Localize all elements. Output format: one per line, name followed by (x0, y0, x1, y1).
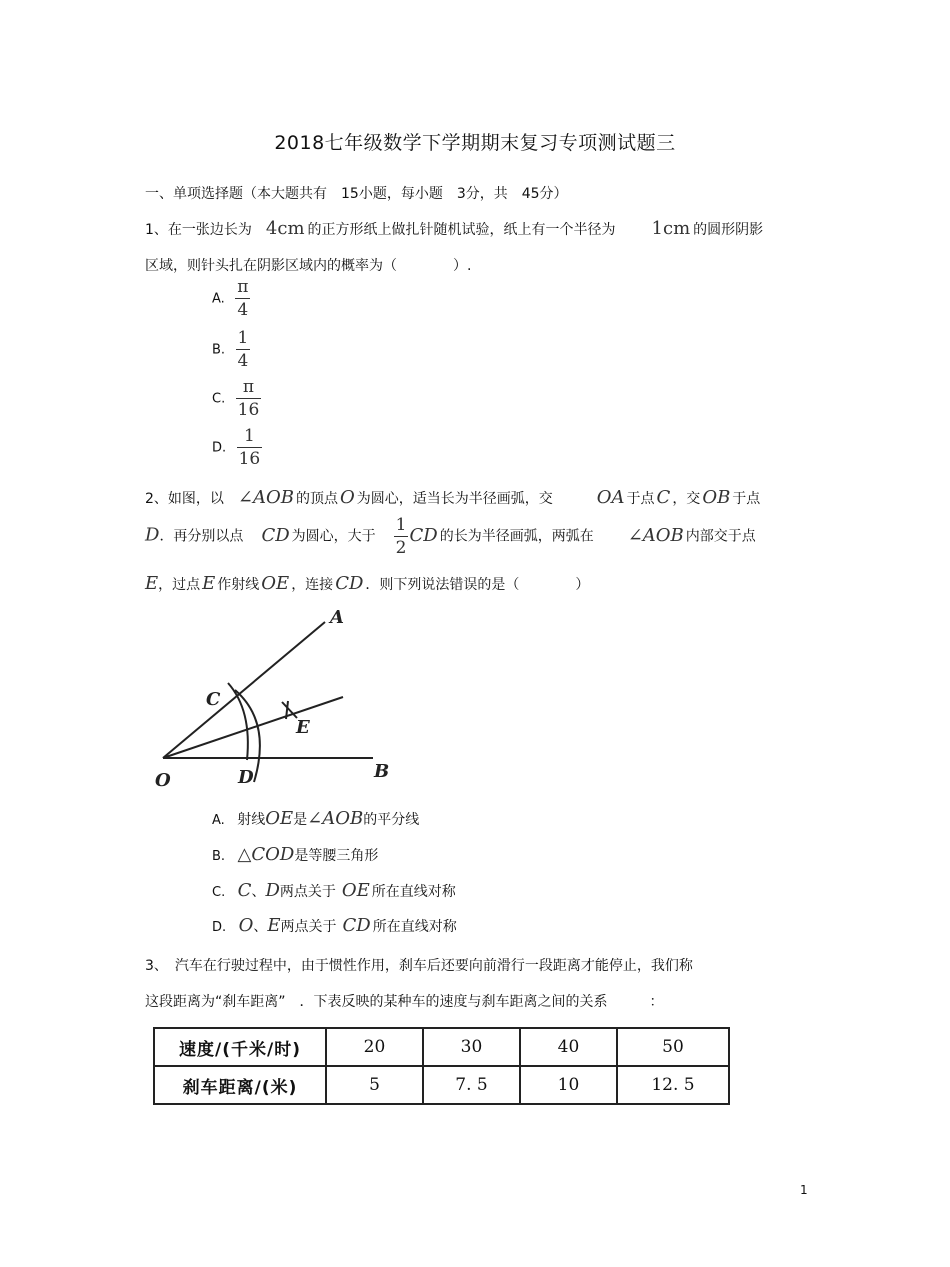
fraction (236, 376, 262, 421)
option-label: B. (212, 342, 226, 358)
q2-text: 为圆心，大于 (291, 528, 376, 545)
q2-text: ．再分别以点 (159, 528, 244, 545)
table-row (154, 1066, 729, 1104)
q2-math: ∠AOB (627, 524, 684, 546)
q2-text: 的顶点 (296, 491, 338, 507)
question-2-line-2 (145, 514, 756, 559)
option-math: E (267, 915, 281, 936)
numerator: 1 (244, 426, 255, 446)
option-math: OE (265, 808, 294, 829)
label-d: D (238, 767, 254, 788)
ray-oe (163, 697, 343, 758)
label-b: B (374, 761, 390, 782)
table-cell: 20 (326, 1028, 423, 1066)
q2-text: 为圆心，适当长为半径画弧，交 (356, 491, 553, 507)
question-3-line-2: 这段距离为“刹车距离” ．下表反映的某种车的速度与刹车距离之间的关系 ： (145, 994, 664, 1010)
q2-math: OA (596, 487, 625, 508)
denominator: 16 (237, 400, 260, 420)
q2-math: E (202, 573, 216, 594)
q1-option-a[interactable] (212, 276, 250, 321)
table-cell: 7. 5 (423, 1066, 520, 1104)
q2-text: ，交 (672, 491, 701, 507)
half-fraction (394, 514, 409, 559)
q1-text-b: 的正方形纸上做扎针随机试验，纸上有一个半径为 (307, 222, 616, 238)
denominator: 4 (237, 300, 249, 320)
q2-math: C (656, 487, 671, 508)
option-math: △COD (237, 844, 295, 865)
table-row (154, 1028, 729, 1066)
question-1-line-1 (145, 218, 763, 239)
q1-option-d[interactable] (212, 425, 262, 470)
option-label: B. (212, 849, 226, 864)
label-a: A (330, 607, 344, 628)
table-cell: 10 (520, 1066, 617, 1104)
option-label: A. (212, 291, 225, 307)
q1-option-c[interactable] (212, 376, 261, 421)
q2-text: 于点 (626, 491, 655, 507)
q2-text: ，过点 (158, 577, 201, 593)
denominator: 2 (395, 538, 407, 558)
denominator: 4 (237, 351, 249, 371)
fraction (235, 276, 250, 321)
table-cell: 50 (617, 1028, 729, 1066)
q2-text: 于点 (732, 491, 761, 507)
option-text: 射线 (237, 812, 266, 828)
option-math: OE (341, 880, 370, 901)
option-math: C (237, 880, 252, 901)
q2-option-a[interactable] (212, 808, 419, 829)
section-header: 一、单项选择题（本大题共有 15小题，每小题 3分，共 45分） (145, 186, 568, 202)
numerator: π (242, 377, 255, 397)
table-cell: 5 (326, 1066, 423, 1104)
speed-braking-table (153, 1027, 730, 1105)
page-title: 2018七年级数学下学期期末复习专项测试题三 (274, 132, 676, 154)
label-o: O (155, 770, 171, 791)
option-label: A. (212, 813, 225, 828)
q1-text-c: 的圆形阴影 (693, 222, 764, 238)
numerator: π (237, 277, 249, 297)
option-text: 的平分线 (363, 812, 420, 828)
q2-text: ．则下列说法错误的是（ ） (365, 577, 590, 593)
q1-text-a: 1、在一张边长为 (145, 222, 252, 238)
question-2-line-1 (145, 487, 760, 508)
numerator: 1 (395, 515, 407, 535)
option-math: ∠AOB (307, 808, 364, 829)
table-cell: 12. 5 (617, 1066, 729, 1104)
q2-option-c[interactable] (212, 880, 456, 901)
table-header-speed: 速度/(千米/时) (154, 1028, 326, 1066)
option-text: 两点关于 (279, 884, 336, 900)
option-text: 、 (253, 919, 268, 935)
q2-text: 2、如图，以 (145, 491, 224, 507)
option-math: O (238, 915, 254, 936)
label-e: E (296, 717, 310, 738)
option-math: D (265, 880, 280, 901)
table-cell: 40 (520, 1028, 617, 1066)
numerator: 1 (237, 328, 249, 348)
q2-math: OE (261, 573, 290, 594)
fraction (237, 425, 263, 470)
option-label: C. (212, 885, 226, 900)
q2-option-b[interactable] (212, 844, 378, 865)
denominator: 16 (238, 449, 261, 469)
q2-math: OB (702, 487, 731, 508)
q2-text: ，连接 (291, 577, 334, 593)
angle-bisector-figure (140, 600, 410, 800)
q2-option-d[interactable] (212, 915, 457, 936)
q2-text: 内部交于点 (685, 528, 756, 545)
q2-text: 作射线 (217, 577, 260, 593)
q2-math: O (340, 487, 355, 508)
option-label: C. (212, 391, 226, 407)
q2-math: D (145, 524, 160, 546)
q2-math: E (145, 573, 159, 594)
question-1-line-2: 区域，则针头扎在阴影区域内的概率为（ ）. (145, 258, 472, 274)
q2-math: ∠AOB (237, 487, 294, 508)
q2-math: CD (409, 524, 438, 546)
option-text: 是 (293, 812, 308, 828)
q1-option-b[interactable] (212, 327, 250, 372)
option-text: 是等腰三角形 (294, 848, 379, 864)
q1-length-value: 4cm (265, 218, 305, 239)
q2-text: 的长为半径画弧，两弧在 (439, 528, 594, 545)
option-label: D. (212, 920, 227, 935)
label-c: C (206, 689, 221, 710)
question-3-line-1: 3、 汽车在行驶过程中，由于惯性作用，刹车后还要向前滑行一段距离才能停止，我们称 (145, 958, 693, 974)
q2-math: CD (261, 524, 290, 546)
q1-radius-value: 1cm (651, 218, 691, 239)
option-text: 两点关于 (280, 919, 337, 935)
option-label: D. (212, 440, 227, 456)
page-number: 1 (800, 1183, 808, 1197)
fraction (236, 327, 251, 372)
q2-math: CD (335, 573, 364, 594)
option-math: CD (342, 915, 371, 936)
option-text: 所在直线对称 (371, 884, 456, 900)
table-cell: 30 (423, 1028, 520, 1066)
question-2-line-3 (145, 573, 589, 594)
option-text: 所在直线对称 (372, 919, 457, 935)
table-header-distance: 刹车距离/(米) (154, 1066, 326, 1104)
option-text: 、 (251, 884, 266, 900)
